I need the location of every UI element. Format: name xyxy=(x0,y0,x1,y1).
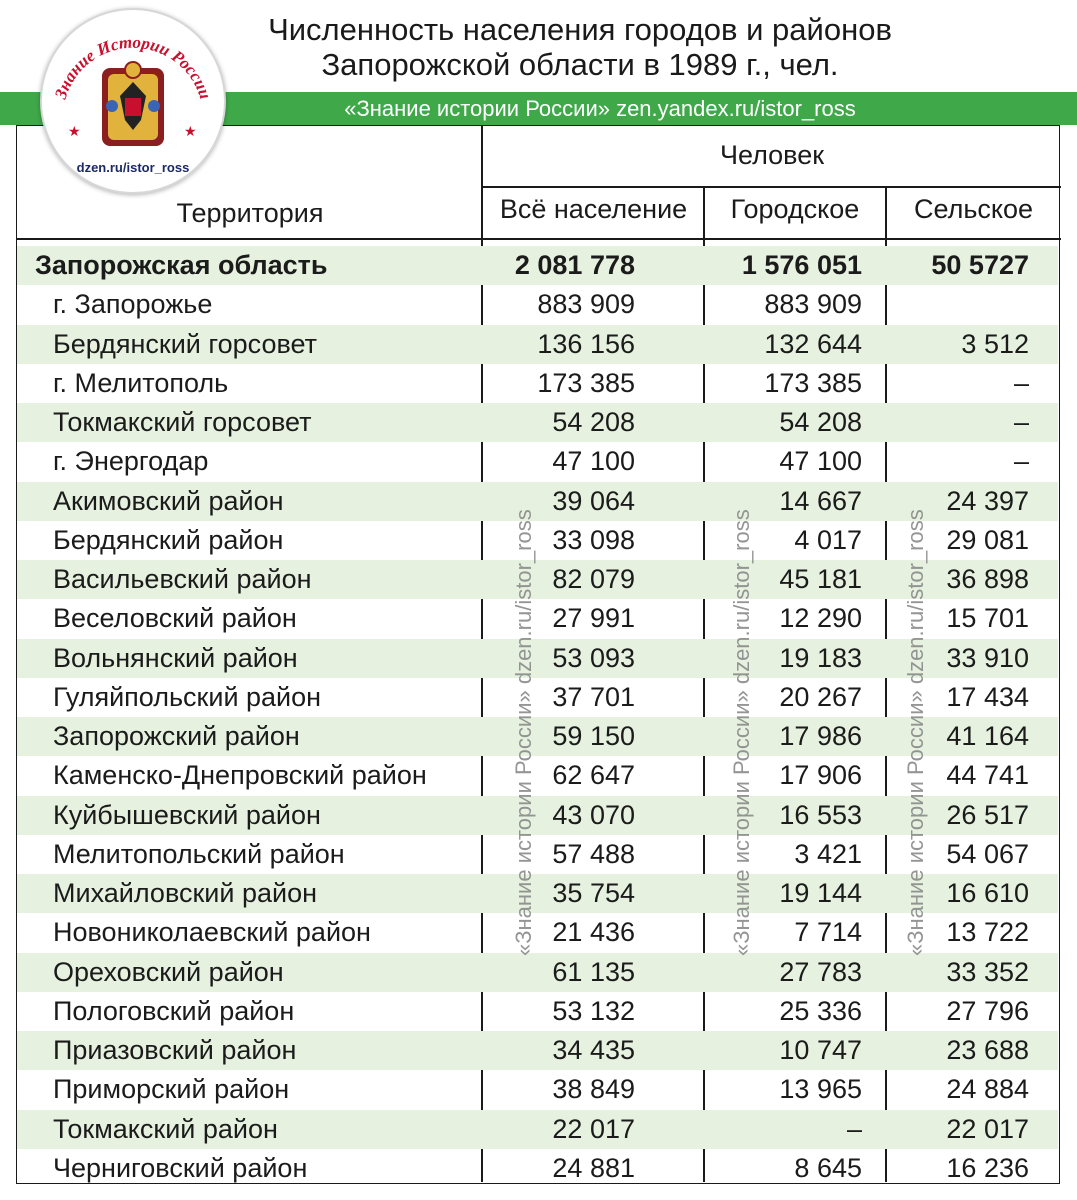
header-urban: Городское xyxy=(730,194,860,224)
cell-rural: 24 884 xyxy=(946,1074,1029,1105)
table-row xyxy=(17,442,1058,481)
table-row xyxy=(17,325,1058,364)
cell-rural: 33 352 xyxy=(946,956,1029,987)
cell-rural: 44 741 xyxy=(946,760,1029,791)
population-table xyxy=(16,125,1060,1184)
cell-territory: г. Запорожье xyxy=(53,289,213,320)
cell-rural: 27 796 xyxy=(946,995,1029,1026)
cell-total: 883 909 xyxy=(537,289,635,320)
cell-total: 53 093 xyxy=(552,642,635,673)
title-line-1: Численность населения городов и районов xyxy=(268,12,892,47)
cell-total: 22 017 xyxy=(552,1113,635,1144)
table-row xyxy=(17,599,1058,638)
cell-total: 61 135 xyxy=(552,956,635,987)
cell-total: 57 488 xyxy=(552,838,635,869)
page-title xyxy=(200,12,960,82)
cell-territory: Мелитопольский район xyxy=(53,838,345,869)
table-row xyxy=(17,285,1058,324)
cell-total: 82 079 xyxy=(552,564,635,594)
cell-total: 62 647 xyxy=(552,760,635,791)
table-row xyxy=(17,835,1058,874)
cell-urban: 16 553 xyxy=(779,799,862,830)
cell-territory: г. Энергодар xyxy=(53,446,209,477)
table-row xyxy=(17,1031,1058,1070)
cell-urban: 20 267 xyxy=(779,681,862,712)
table-row-total xyxy=(17,246,1058,285)
cell-territory: Гуляйпольский район xyxy=(53,681,322,712)
cell-urban: 17 986 xyxy=(779,721,862,751)
cell-urban: 47 100 xyxy=(779,446,862,477)
cell-total: 33 098 xyxy=(552,524,635,555)
table-row xyxy=(17,403,1058,442)
cell-urban: 3 421 xyxy=(794,838,862,869)
header-rural: Сельское xyxy=(913,194,1034,224)
cell-total: 24 881 xyxy=(552,1152,635,1183)
header-people: Человек xyxy=(719,140,825,170)
cell-rural xyxy=(886,285,1029,324)
header-total: Всё население xyxy=(499,194,688,224)
cell-territory: Токмакский горсовет xyxy=(53,407,312,437)
cell-urban: – xyxy=(846,1113,862,1144)
cell-territory: Запорожский район xyxy=(53,721,300,751)
cell-urban: 12 290 xyxy=(779,603,862,634)
cell-urban: 7 714 xyxy=(794,917,862,948)
cell-total: 59 150 xyxy=(552,721,635,751)
cell-total: 47 100 xyxy=(552,446,635,477)
table-body xyxy=(17,246,1058,1188)
cell-rural: 26 517 xyxy=(946,799,1029,830)
cell-total: 53 132 xyxy=(552,995,635,1026)
watermark-text: «Знание истории России» dzen.ru/istor_ross xyxy=(511,509,536,956)
cell-total: 38 849 xyxy=(552,1074,635,1105)
star-icon: ★ xyxy=(184,123,197,139)
cell-territory: Михайловский район xyxy=(53,878,318,908)
cell-rural: – xyxy=(1013,407,1029,437)
cell-urban: 19 183 xyxy=(779,642,862,673)
cell-territory: Приазовский район xyxy=(53,1035,297,1065)
table-row xyxy=(17,1149,1058,1188)
table-row xyxy=(17,678,1058,717)
cell-rural: 33 910 xyxy=(946,642,1029,673)
cell-urban: 4 017 xyxy=(794,524,862,555)
cell-total: 39 064 xyxy=(552,485,635,516)
star-icon: ★ xyxy=(68,123,81,139)
cell-rural: 54 067 xyxy=(946,838,1029,869)
cell-territory: Акимовский район xyxy=(53,485,284,516)
cell-total: 27 991 xyxy=(552,603,635,634)
cell-rural: 50 5727 xyxy=(931,250,1029,280)
table-row xyxy=(17,1110,1058,1149)
cell-urban: 883 909 xyxy=(764,289,862,320)
cell-total: 173 385 xyxy=(537,367,635,398)
table-row xyxy=(17,364,1058,403)
title-line-2: Запорожской области в 1989 г., чел. xyxy=(321,47,839,82)
cell-rural: 15 701 xyxy=(946,603,1029,634)
cell-rural: 23 688 xyxy=(946,1035,1029,1065)
cell-rural: 36 898 xyxy=(946,564,1029,594)
cell-rural: 16 610 xyxy=(946,878,1029,908)
cell-rural: 3 512 xyxy=(961,328,1029,359)
cell-territory: Токмакский район xyxy=(53,1113,278,1144)
cell-rural: – xyxy=(1013,446,1029,477)
cell-urban: 8 645 xyxy=(794,1152,862,1183)
cell-territory: Веселовский район xyxy=(53,603,297,634)
table-row xyxy=(17,874,1058,913)
cell-urban: 10 747 xyxy=(779,1035,862,1065)
cell-territory: Пологовский район xyxy=(53,995,295,1026)
header-divider xyxy=(483,186,1061,188)
logo-url: dzen.ru/istor_ross xyxy=(76,160,190,175)
header-bottom-line xyxy=(17,238,1061,240)
cell-territory: Приморский район xyxy=(53,1074,290,1105)
banner-text: «Знание истории России» zen.yandex.ru/istor_ross xyxy=(344,96,856,121)
table-row xyxy=(17,1070,1058,1109)
table-row xyxy=(17,482,1058,521)
cell-rural: 29 081 xyxy=(946,524,1029,555)
cell-territory: Запорожская область xyxy=(35,250,328,280)
cell-total: 35 754 xyxy=(552,878,635,908)
cell-urban: 27 783 xyxy=(779,956,862,987)
cell-total: 54 208 xyxy=(552,407,635,437)
cell-total: 136 156 xyxy=(537,328,635,359)
table-row xyxy=(17,717,1058,756)
cell-total: 34 435 xyxy=(552,1035,635,1065)
cell-territory: г. Мелитополь xyxy=(53,367,229,398)
cell-territory: Ореховский район xyxy=(53,956,284,987)
table-row xyxy=(17,992,1058,1031)
cell-total: 43 070 xyxy=(552,799,635,830)
table-row xyxy=(17,639,1058,678)
cell-territory: Новониколаевский район xyxy=(53,917,371,948)
cell-urban: 14 667 xyxy=(779,485,862,516)
cell-urban: 132 644 xyxy=(764,328,862,359)
cell-rural: 24 397 xyxy=(946,485,1029,516)
cell-total: 21 436 xyxy=(552,917,635,948)
table-row xyxy=(17,913,1058,952)
table-row xyxy=(17,560,1058,599)
table-row xyxy=(17,756,1058,795)
coat-of-arms-icon xyxy=(102,62,164,146)
cell-urban: 45 181 xyxy=(779,564,862,594)
watermark-text: «Знание истории России» dzen.ru/istor_ross xyxy=(903,509,928,956)
cell-rural: 16 236 xyxy=(946,1152,1029,1183)
cell-rural: 41 164 xyxy=(946,721,1029,751)
logo-arc-text: Знание Истории России xyxy=(50,32,216,102)
table-row xyxy=(17,796,1058,835)
cell-urban: 25 336 xyxy=(779,995,862,1026)
cell-rural: 22 017 xyxy=(946,1113,1029,1144)
cell-urban: 13 965 xyxy=(779,1074,862,1105)
cell-territory: Черниговский район xyxy=(53,1152,308,1183)
cell-territory: Васильевский район xyxy=(53,564,312,594)
cell-total: 2 081 778 xyxy=(514,250,635,280)
cell-urban: 54 208 xyxy=(779,407,862,437)
cell-territory: Бердянский горсовет xyxy=(53,328,318,359)
cell-territory: Каменско-Днепровский район xyxy=(53,760,427,791)
cell-urban: 1 576 051 xyxy=(741,250,862,280)
cell-urban: 17 906 xyxy=(779,760,862,791)
cell-territory: Бердянский район xyxy=(53,524,284,555)
cell-urban: 173 385 xyxy=(764,367,862,398)
table-row xyxy=(17,521,1058,560)
table-row xyxy=(17,953,1058,992)
cell-rural: 17 434 xyxy=(946,681,1029,712)
cell-urban: 19 144 xyxy=(779,878,862,908)
watermark-text: «Знание истории России» dzen.ru/istor_ross xyxy=(729,509,754,956)
cell-rural: – xyxy=(1013,367,1029,398)
cell-rural: 13 722 xyxy=(946,917,1029,948)
cell-total: 37 701 xyxy=(552,681,635,712)
header-territory: Территория xyxy=(176,198,324,228)
logo-emblem xyxy=(40,8,226,194)
cell-territory: Куйбышевский район xyxy=(53,799,321,830)
cell-territory: Вольнянский район xyxy=(53,642,298,673)
